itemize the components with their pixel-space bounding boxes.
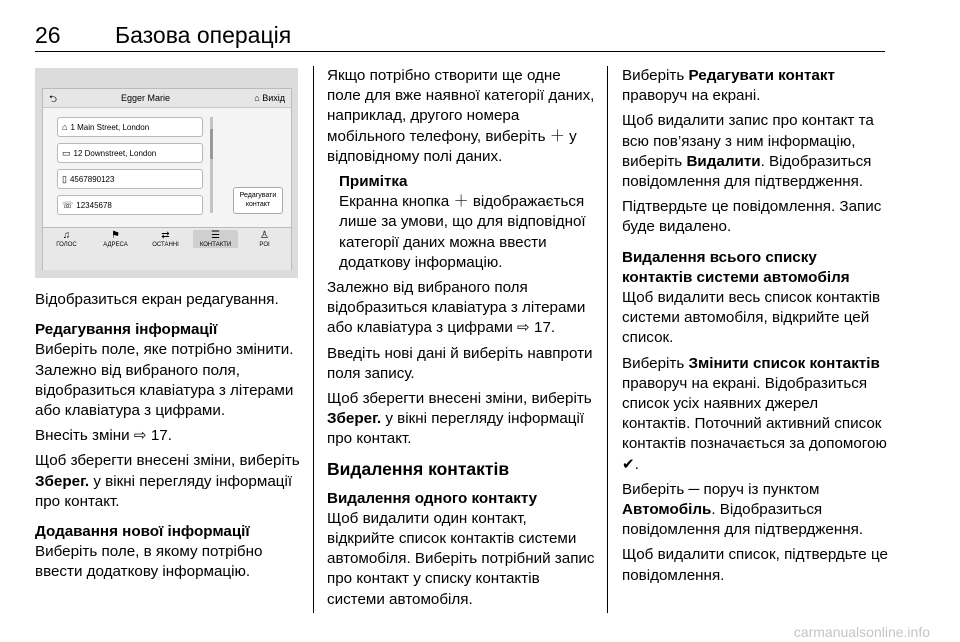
column-1 (35, 290, 301, 588)
nav-voice[interactable]: ♫ ГОЛОС (44, 230, 89, 248)
column-divider (607, 66, 608, 613)
page-title: Базова операція (115, 22, 292, 48)
scrollbar-thumb[interactable] (210, 129, 213, 159)
poi-icon: ♙ (260, 230, 269, 241)
paragraph: Виберіть Змінити список контактів праворуч на екрані. Відобразиться список усіх наявних джерел контактів. Поточний активний список контактів позначається за допомогою ✔. (622, 354, 887, 473)
nav-poi[interactable]: ♙ POI (242, 230, 287, 248)
nav-recent[interactable]: ⇄ ОСТАННІ (143, 230, 188, 248)
mobile-icon: ▯ (62, 174, 67, 184)
page-number: 26 (35, 22, 61, 48)
paragraph: Якщо потрібно створити ще одне поле для вже наявної категорії даних, наприклад, другого номера мобільного телефону, виберіть ＋ у відповідному полі даних. (327, 67, 595, 165)
recent-icon: ⇄ (161, 230, 170, 241)
column-2 (327, 66, 595, 615)
nav-address[interactable]: ⚑ АДРЕСА (93, 230, 138, 248)
paragraph: Щоб видалити запис про контакт та всю пов’язану з ним інформацію, виберіть Видалити. Відобразиться повідомлення для підтвердження. (622, 112, 874, 191)
heading-edit-info: Редагування інформації (35, 321, 218, 339)
screen-frame (42, 88, 292, 270)
phone-field-1[interactable]: ▯ 4567890123 (57, 169, 203, 189)
note-text: Екранна кнопка ＋ відображається лише за умови, що для відповідної категорії даних можна ввести додаткову інформацію. (339, 193, 586, 271)
bottom-nav (43, 227, 291, 270)
paragraph: Залежно від вибраного поля відобразиться клавіатура з літерами або клавіатура з цифрами ⇨ 17. (327, 279, 586, 337)
header-rule (35, 51, 885, 52)
address-field-1[interactable]: ⌂ 1 Main Street, London (57, 117, 203, 137)
paragraph: Виберіть ─ поруч із пунктом Автомобіль. Відобразиться повідомлення для підтвердження. (622, 480, 864, 539)
screen-topbar (43, 89, 291, 108)
contact-edit-screenshot (35, 68, 298, 278)
contacts-icon: ☰ (211, 230, 220, 241)
back-arrow-icon[interactable]: ⮌ (49, 94, 58, 105)
phone-field-2[interactable]: ☏ 12345678 (57, 195, 203, 215)
paragraph: Щоб видалити один контакт, відкрийте список контактів системи автомобіля. Виберіть потрібний запис про контакт у списку контактів системи автомобіля. (327, 509, 595, 608)
exit-button[interactable]: ⌂ Вихід (254, 93, 285, 103)
microphone-icon: ♫ (62, 230, 71, 241)
paragraph: Виберіть поле, яке потрібно змінити. Залежно від вибраного поля, відобразиться клавіатура з літерами або клавіатура з цифрами. (35, 341, 294, 420)
address-field-2[interactable]: ▭ 12 Downstreet, London (57, 143, 203, 163)
watermark: carmanualsonline.info (793, 624, 930, 640)
heading-add-info: Додавання нової інформації (35, 523, 250, 541)
edit-contact-button[interactable]: Редагувати контакт (233, 187, 283, 214)
heading-delete-all: Видалення всього списку контактів системи автомобіля (622, 248, 850, 286)
home-icon: ⌂ (254, 93, 260, 103)
heading-delete-contacts: Видалення контактів (327, 458, 510, 479)
flag-icon: ⚑ (111, 230, 120, 241)
heading-delete-one: Видалення одного контакту (327, 489, 538, 507)
phone-icon: ☏ (62, 200, 74, 210)
screen-title: Egger Marie (121, 93, 171, 103)
work-icon: ▭ (62, 148, 71, 158)
note-box (327, 172, 595, 273)
paragraph: Щоб зберегти внесені зміни, виберіть Зберег. у вікні перегляду інформації про контакт. (35, 452, 300, 510)
paragraph: Щоб зберегти внесені зміни, виберіть Зберег. у вікні перегляду інформації про контакт. (327, 390, 592, 448)
note-title: Примітка (339, 173, 408, 191)
paragraph: Внесіть зміни ⇨ 17. (35, 427, 172, 445)
paragraph: Виберіть поле, в якому потрібно ввести додаткову інформацію. (35, 543, 263, 581)
paragraph: Виберіть Редагувати контакт праворуч на екрані. (622, 67, 835, 105)
paragraph: Щоб видалити весь список контактів системи автомобіля, відкрийте цей список. (622, 289, 881, 347)
column-divider (313, 66, 314, 613)
nav-contacts[interactable]: ☰ КОНТАКТИ (193, 230, 238, 248)
paragraph: Підтвердьте це повідомлення. Запис буде видалено. (622, 198, 882, 236)
column-3 (622, 66, 890, 591)
paragraph: Відобразиться екран редагування. (35, 291, 279, 308)
home-icon: ⌂ (62, 122, 68, 132)
paragraph: Щоб видалити список, підтвердьте це повідомлення. (622, 546, 888, 584)
paragraph: Введіть нові дані й виберіть навпроти поля запису. (327, 344, 593, 382)
